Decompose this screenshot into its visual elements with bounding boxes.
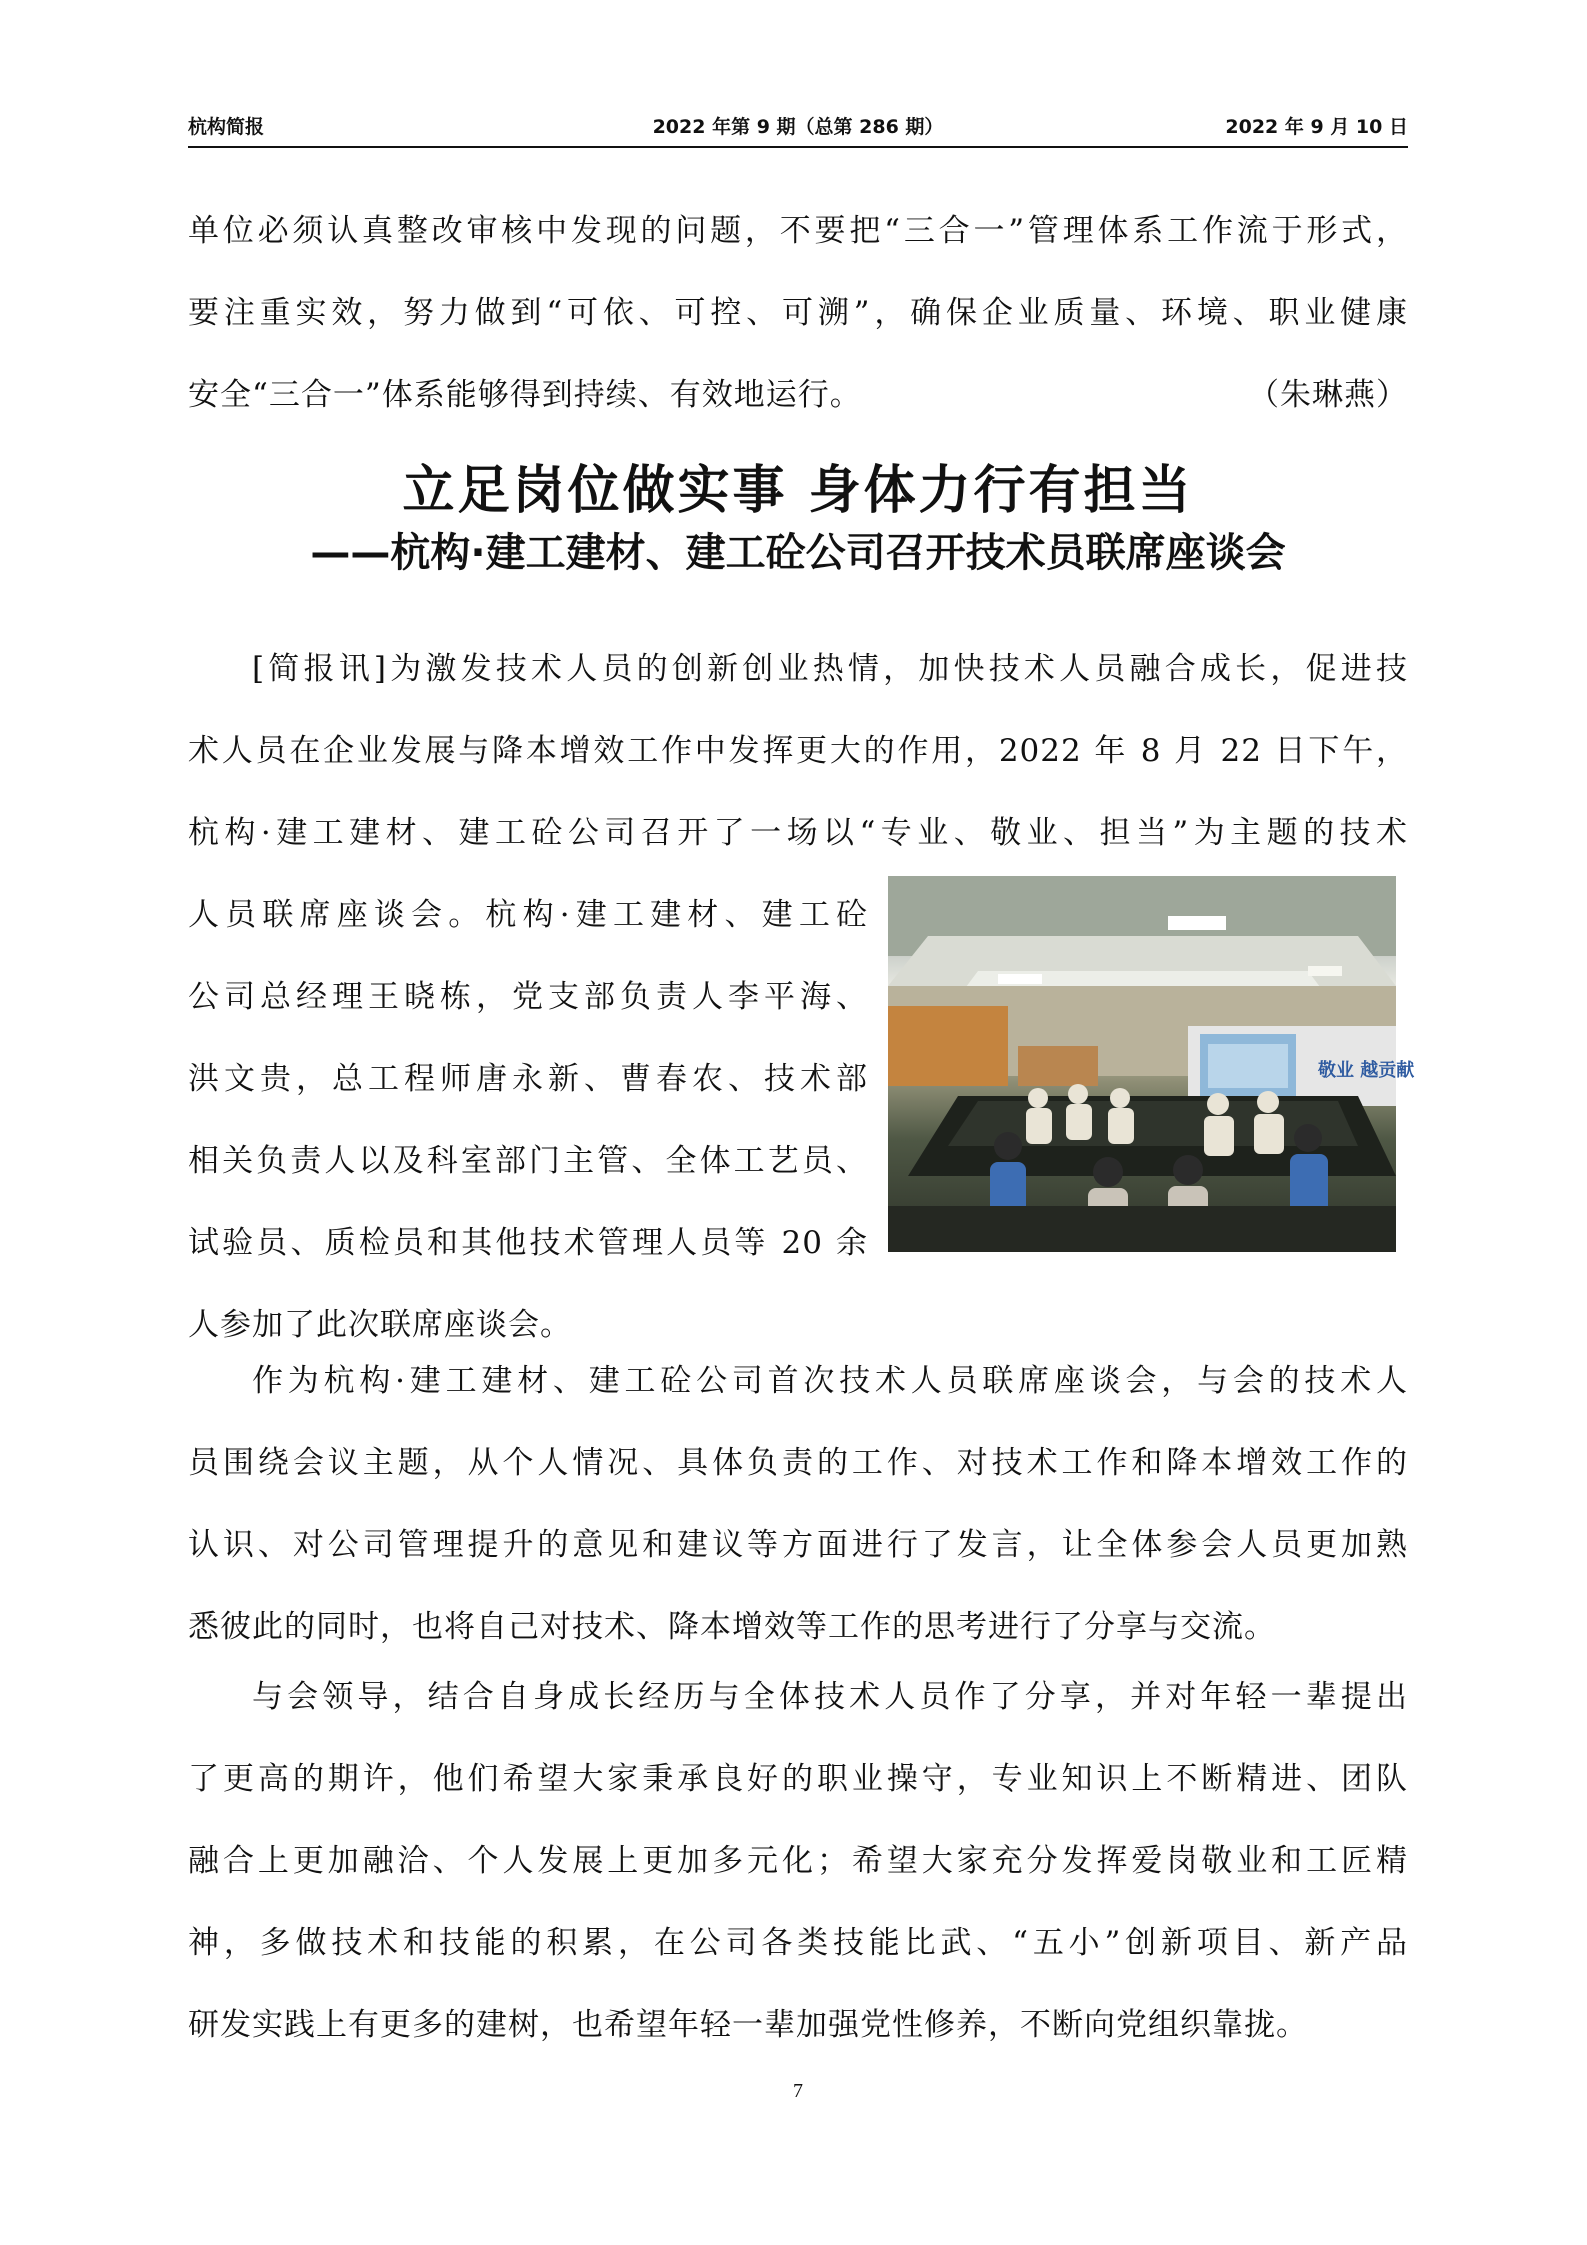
text-line: 了更高的期许，他们希望大家秉承良好的职业操守，专业知识上不断精进、团队: [188, 1761, 1408, 1797]
text-line: 洪文贵，总工程师唐永新、曹春农、技术部: [188, 1061, 868, 1097]
text-line: 与会领导，结合自身成长经历与全体技术人员作了分享，并对年轻一辈提出: [252, 1679, 1408, 1715]
text-line: 相关负责人以及科室部门主管、全体工艺员、: [188, 1143, 868, 1179]
previous-article-ending: [188, 190, 1408, 436]
article-paragraph-2: [188, 1340, 1408, 1668]
text-line: 悉彼此的同时，也将自己对技术、降本增效等工作的思考进行了分享与交流。: [188, 1609, 1276, 1645]
article-paragraph-3: [188, 1656, 1408, 2066]
page-header: [188, 112, 1408, 144]
text-line: 试验员、质检员和其他技术管理人员等 20 余: [188, 1225, 868, 1261]
article-title: 立足岗位做实事 身体力行有担当: [402, 461, 1194, 521]
text-line-with-author: [188, 354, 1408, 436]
meeting-room-illustration: [888, 876, 1415, 1252]
text-line: 安全“三合一”体系能够得到持续、有效地运行。: [188, 377, 862, 413]
text-line: 要注重实效，努力做到“可依、可控、可溯”，确保企业质量、环境、职业健康: [188, 295, 1408, 331]
page-number: 7: [793, 2080, 803, 2102]
header-divider: [188, 146, 1408, 148]
text-line: [简报讯]为激发技术人员的创新创业热情，加快技术人员融合成长，促进技: [252, 651, 1408, 687]
text-line: 人参加了此次联席座谈会。: [188, 1307, 572, 1343]
article-subtitle: ——杭构·建工建材、建工砼公司召开技术员联席座谈会: [310, 530, 1286, 576]
text-line: 人员联席座谈会。杭构·建工建材、建工砼: [188, 897, 868, 933]
text-line: 术人员在企业发展与降本增效工作中发挥更大的作用，2022 年 8 月 22 日下午，: [188, 733, 1408, 769]
header-issue: 2022 年第 9 期（总第 286 期）: [652, 116, 944, 138]
text-line: 单位必须认真整改审核中发现的问题，不要把“三合一”管理体系工作流于形式，: [188, 213, 1408, 249]
text-line: 作为杭构·建工建材、建工砼公司首次技术人员联席座谈会，与会的技术人: [252, 1363, 1408, 1399]
text-line: 员围绕会议主题，从个人情况、具体负责的工作、对技术工作和降本增效工作的: [188, 1445, 1408, 1481]
author-name: （朱琳燕）: [1248, 377, 1408, 413]
text-line: 认识、对公司管理提升的意见和建议等方面进行了发言，让全体参会人员更加熟: [188, 1527, 1408, 1563]
text-line: 神，多做技术和技能的积累，在公司各类技能比武、“五小”创新项目、新产品: [188, 1925, 1408, 1961]
meeting-photo: [888, 876, 1415, 1252]
text-line: 杭构·建工建材、建工砼公司召开了一场以“专业、敬业、担当”为主题的技术: [188, 815, 1408, 851]
header-date: 2022 年 9 月 10 日: [1225, 116, 1408, 138]
banner-text: 敬业 越贡献: [1318, 1060, 1415, 1081]
text-line: 公司总经理王晓栋，党支部负责人李平海、: [188, 979, 868, 1015]
text-line: 研发实践上有更多的建树，也希望年轻一辈加强党性修养，不断向党组织靠拢。: [188, 2007, 1308, 2043]
header-publication: 杭构简报: [188, 116, 265, 138]
text-line: 融合上更加融洽、个人发展上更加多元化；希望大家充分发挥爱岗敬业和工匠精: [188, 1843, 1408, 1879]
